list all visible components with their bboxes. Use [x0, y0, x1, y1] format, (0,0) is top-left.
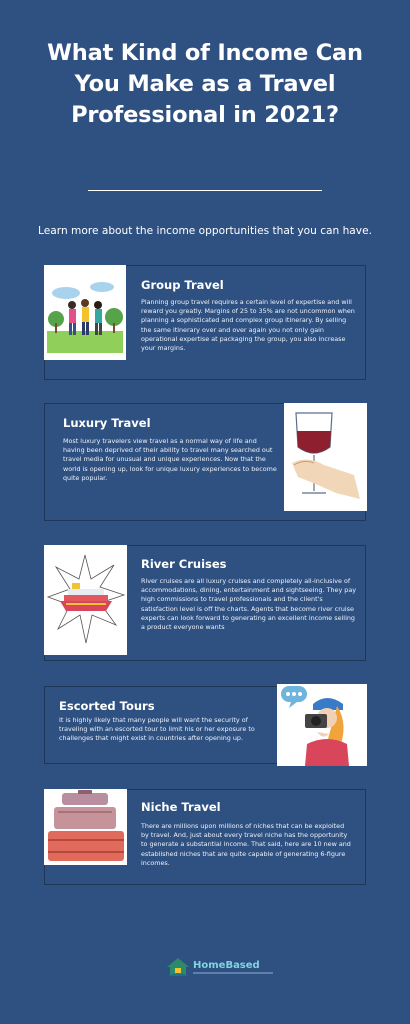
card-body-river-cruises: River cruises are all luxury cruises and completely all-inclusive of accommodations, dining, entertainment and sightseeing. They pay high commissions to travel professionals and the client's satisfaction level is off the charts. Agents that become river cruise experts can look forward to generating an excellent income selling a product everyone wants: [141, 577, 357, 632]
card-title-group-travel: Group Travel: [141, 278, 224, 292]
escorted-tours-illustration: [277, 684, 367, 766]
group-travel-illustration: [44, 265, 126, 360]
card-title-escorted-tours: Escorted Tours: [59, 699, 155, 713]
title-divider: [88, 190, 322, 191]
card-body-group-travel: Planning group travel requires a certain level of expertise and will reward you greatly. Margins of 25 to 35% are not uncommon when planning a sophisticated and complex group itinerary. By selling the same itinerary over and over again you not only gain operational expertise at packaging the group, you also increase your margins.: [141, 298, 355, 353]
card-body-luxury-travel: Most luxury travelers view travel as a normal way of life and having been deprived of their ability to travel many searched out travel media for unusual and unique experiences. Now that the world is opening up, look for unique luxury experiences to become quite popular.: [63, 437, 277, 482]
card-body-escorted-tours: It is highly likely that many people will want the security of traveling with an escorted tour to limit his or her exposure to challenges that might exist in countries after opening up.: [59, 716, 255, 743]
homebased-logo: [166, 957, 276, 977]
logo-text: HomeBased: [193, 960, 260, 971]
luxury-travel-illustration: [284, 403, 367, 511]
card-title-river-cruises: River Cruises: [141, 557, 227, 571]
logo-tagline-bar: [193, 972, 273, 974]
card-title-niche-travel: Niche Travel: [141, 800, 221, 814]
page-title: What Kind of Income Can You Make as a Travel Professional in 2021?: [47, 40, 363, 128]
card-title-luxury-travel: Luxury Travel: [63, 416, 151, 430]
intro-text: Learn more about the income opportunities that you can have.: [38, 225, 372, 237]
river-cruises-illustration: [44, 545, 127, 655]
card-body-niche-travel: There are millions upon millions of niches that can be exploited by travel. And, just about every travel niche has the opportunity to generate a substantial income. That said, here are 10 new and established niches that are quite capable of generating 6-figure incomes.: [141, 822, 351, 867]
niche-travel-illustration: [44, 789, 127, 865]
house-logo-icon: [166, 957, 190, 977]
